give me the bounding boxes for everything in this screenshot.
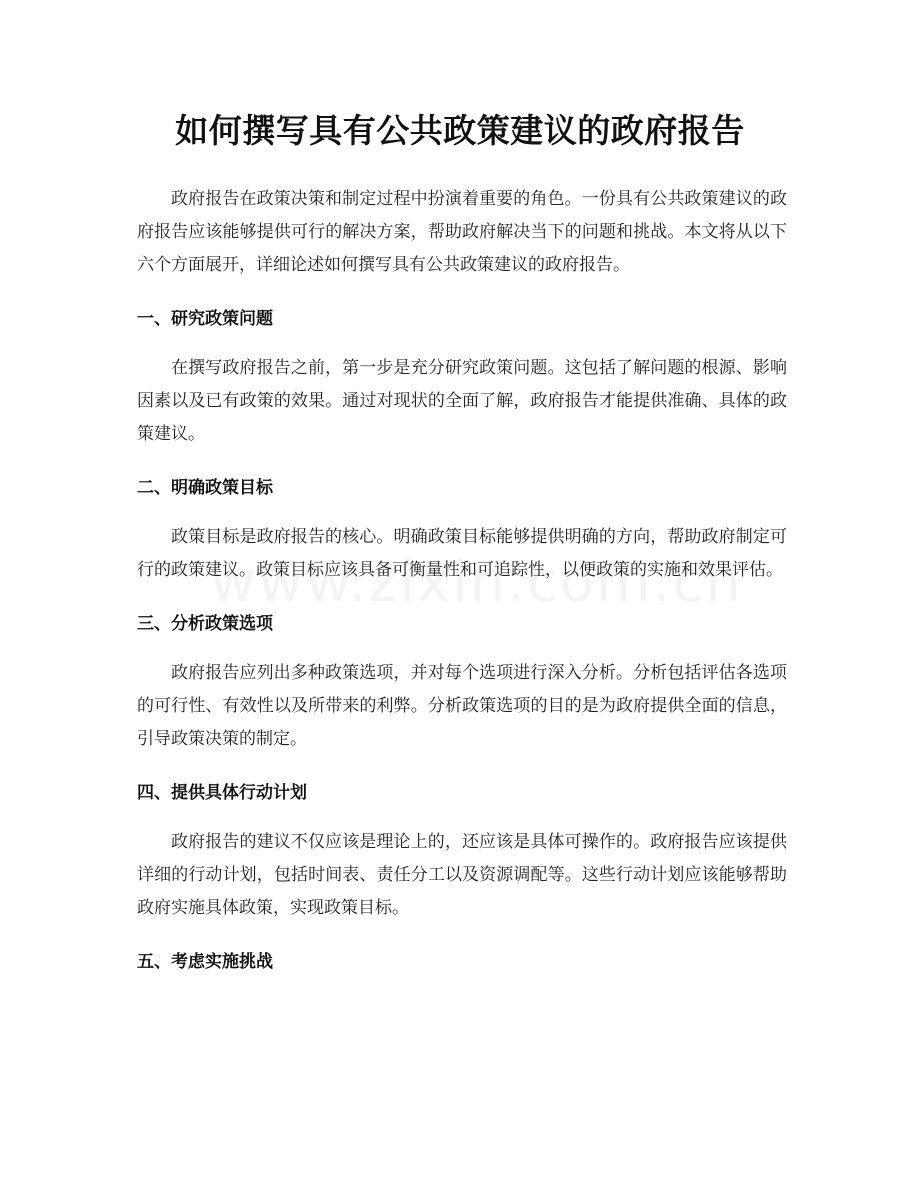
section-heading-4: 四、提供具体行动计划	[137, 783, 307, 803]
section-body-1: 在撰写政府报告之前，第一步是充分研究政策问题。这包括了解问题的根源、影响因素以及已有政策的效果。通过对现状的全面了解，政府报告才能提供准确、具体的政策建议。	[137, 358, 787, 444]
section-heading-1: 一、研究政策问题	[137, 309, 273, 329]
section-body-3: 政府报告应列出多种政策选项，并对每个选项进行深入分析。分析包括评估各选项的可行性、有效性以及所带来的利弊。分析政策选项的目的是为政府提供全面的信息，引导政策决策的制定。	[137, 663, 787, 749]
section-heading-3: 三、分析政策选项	[137, 614, 273, 634]
section-body-2: 政策目标是政府报告的核心。明确政策目标能够提供明确的方向，帮助政府制定可行的政策建议。政策目标应该具备可衡量性和可追踪性，以便政策的实施和效果评估。	[137, 527, 787, 580]
section-heading-2: 二、明确政策目标	[137, 478, 273, 498]
section-heading-5: 五、考虑实施挑战	[137, 952, 273, 972]
intro-paragraph: 政府报告在政策决策和制定过程中扮演着重要的角色。一份具有公共政策建议的政府报告应该能够提供可行的解决方案，帮助政府解决当下的问题和挑战。本文将从以下六个方面展开，详细论述如何撰写具有公共政策建议的政府报告。	[137, 189, 787, 275]
section-body-4: 政府报告的建议不仅应该是理论上的，还应该是具体可操作的。政府报告应该提供详细的行动计划，包括时间表、责任分工以及资源调配等。这些行动计划应该能够帮助政府实施具体政策，实现政策目标。	[137, 832, 787, 918]
document-title: 如何撰写具有公共政策建议的政府报告	[175, 111, 745, 150]
document-body	[137, 183, 787, 976]
